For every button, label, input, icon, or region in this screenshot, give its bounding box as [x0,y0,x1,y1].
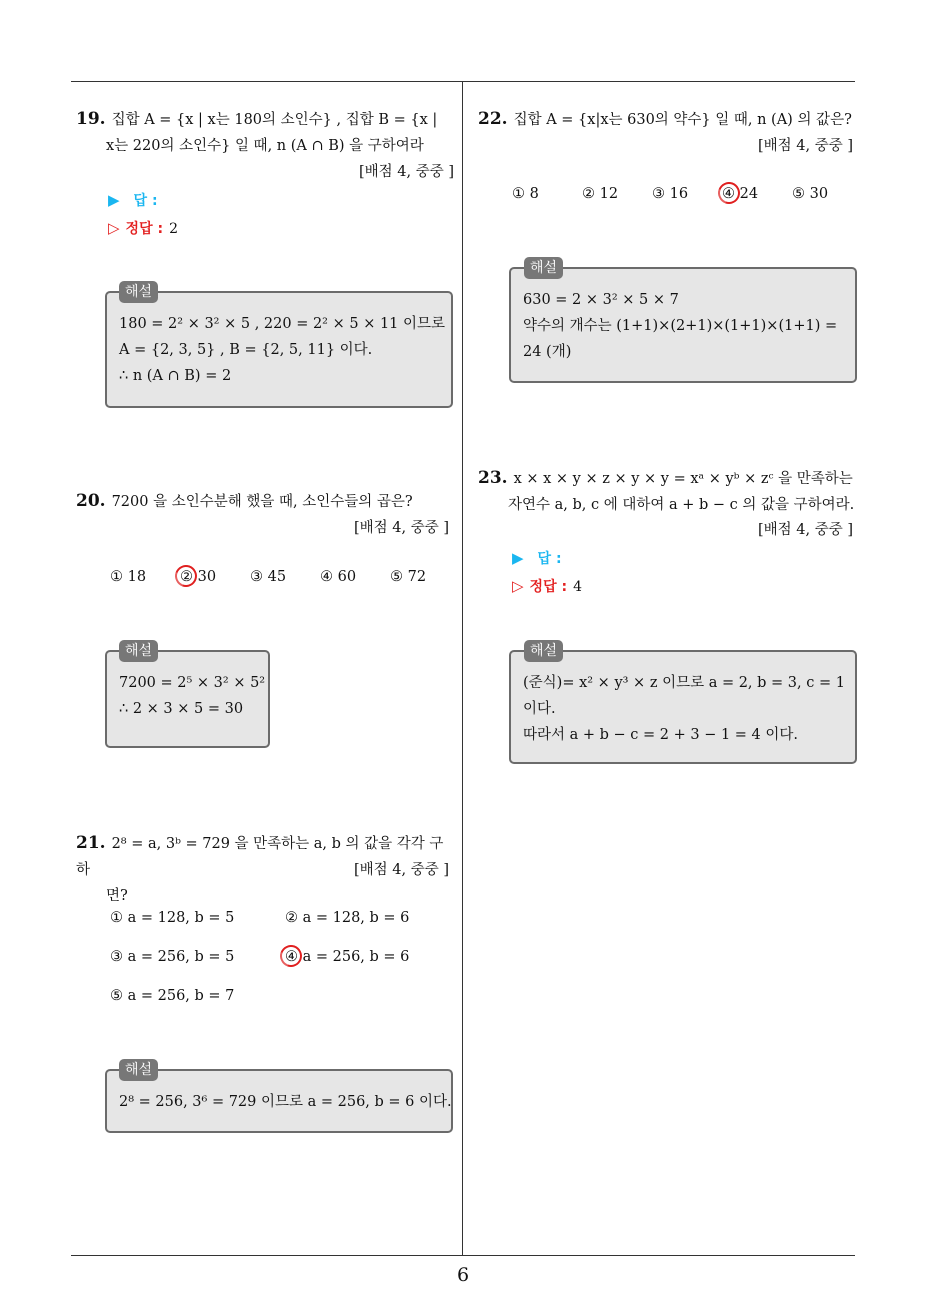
choice-5[interactable]: ⑤ 72 [390,569,427,585]
question-points: [배점 4, 중중 ] [353,520,449,536]
solution-line: 7200 = 2⁵ × 3² × 5² [119,675,266,691]
choice-2[interactable]: ② 12 [582,186,619,202]
top-rule [71,81,855,82]
correct-value: 4 [573,579,582,595]
question-points: [배점 4, 중중 ] [757,522,853,538]
question-points: [배점 4, 중중 ] [353,862,449,878]
choice-1[interactable]: ① a = 128, b = 5 [110,910,235,926]
pen-circle-mark [171,561,200,590]
solution-line: (준식)= x² × y³ × z 이므로 a = 2, b = 3, c = 1 [523,675,845,691]
solution-line: ∴ n (A ∩ B) = 2 [119,368,232,384]
question-number: 23. [478,468,508,488]
solution-line: 2⁸ = 256, 3⁶ = 729 이므로 a = 256, b = 6 이다. [119,1094,452,1110]
play-icon: ▶ [108,191,120,209]
correct-label: 정답 : [529,579,568,595]
question-number: 20. [76,491,106,511]
answer-row [512,548,562,568]
play-icon: ▶ [512,549,524,567]
choice-1[interactable]: ① 18 [110,569,147,585]
choice-4[interactable]: ④ 60 [320,569,357,585]
question-text-cont: 면? [106,888,128,904]
choice-5[interactable]: ⑤ 30 [792,186,829,202]
question-text: 7200 을 소인수분해 했을 때, 소인수들의 곱은? [111,494,413,510]
question-number: 21. [76,833,106,853]
choice-2[interactable]: ② 30 [180,569,217,585]
pen-circle-mark [714,178,743,207]
correct-value: 2 [169,221,178,237]
question-text: 2⁸ = a, 3ᵇ = 729 을 만족하는 a, b 의 값을 각각 구하 [76,836,444,878]
solution-line: ∴ 2 × 3 × 5 = 30 [119,701,244,717]
correct-label: 정답 : [125,221,164,237]
question-20 [76,488,456,515]
solution-tag: 해설 [119,1059,158,1081]
solution-line: 이다. [523,701,556,717]
solution-line: 24 (개) [523,344,572,360]
question-points: [배점 4, 중중 ] [757,138,853,154]
question-text: 집합 A = {x|x는 630의 약수} 일 때, n (A) 의 값은? [513,112,852,128]
solution-line: A = {2, 3, 5} , B = {2, 5, 11} 이다. [119,342,373,358]
pen-circle-mark [276,941,305,970]
bottom-rule [71,1255,855,1256]
solution-tag: 해설 [524,640,563,662]
answer-label: 답 : [133,193,158,209]
question-22 [478,106,858,133]
solution-tag: 해설 [119,640,158,662]
question-23 [478,465,868,518]
question-text-cont: x는 220의 소인수} 일 때, n (A ∩ B) 을 구하여라 [106,138,424,154]
correct-answer-row [512,576,582,596]
solution-box [509,267,857,383]
correct-answer-row [108,218,178,238]
choice-4[interactable]: ④ a = 256, b = 6 [285,949,410,965]
choice-5[interactable]: ⑤ a = 256, b = 7 [110,988,235,1004]
play-outline-icon: ▷ [512,577,524,595]
solution-line: 약수의 개수는 (1+1)×(2+1)×(1+1)×(1+1) = [523,318,838,334]
page-number: 6 [456,1264,470,1286]
question-text: 집합 A = {x | x는 180의 소인수} , 집합 B = {x | [111,112,438,128]
question-points: [배점 4, 중중 ] [358,164,454,180]
solution-line: 630 = 2 × 3² × 5 × 7 [523,292,679,308]
choice-2[interactable]: ② a = 128, b = 6 [285,910,410,926]
question-number: 22. [478,109,508,129]
choice-3[interactable]: ③ a = 256, b = 5 [110,949,235,965]
solution-box [105,650,270,748]
solution-box [105,291,453,408]
choice-3[interactable]: ③ 45 [250,569,287,585]
answer-label: 답 : [537,551,562,567]
solution-tag: 해설 [524,257,563,279]
solution-line: 따라서 a + b − c = 2 + 3 − 1 = 4 이다. [523,727,799,743]
play-outline-icon: ▷ [108,219,120,237]
choice-4[interactable]: ④ 24 [722,186,759,202]
choice-1[interactable]: ① 8 [512,186,539,202]
question-19 [76,106,456,159]
answer-row [108,190,158,210]
question-text: x × x × y × z × y × y = xᵃ × yᵇ × zᶜ 을 만족하는 [513,471,853,487]
choice-3[interactable]: ③ 16 [652,186,689,202]
solution-tag: 해설 [119,281,158,303]
solution-box [509,650,857,764]
question-number: 19. [76,109,106,129]
solution-line: 180 = 2² × 3² × 5 , 220 = 2² × 5 × 11 이므로 [119,316,446,332]
question-text-cont: 자연수 a, b, c 에 대하여 a + b − c 의 값을 구하여라. [508,497,855,513]
column-divider [462,82,463,1255]
